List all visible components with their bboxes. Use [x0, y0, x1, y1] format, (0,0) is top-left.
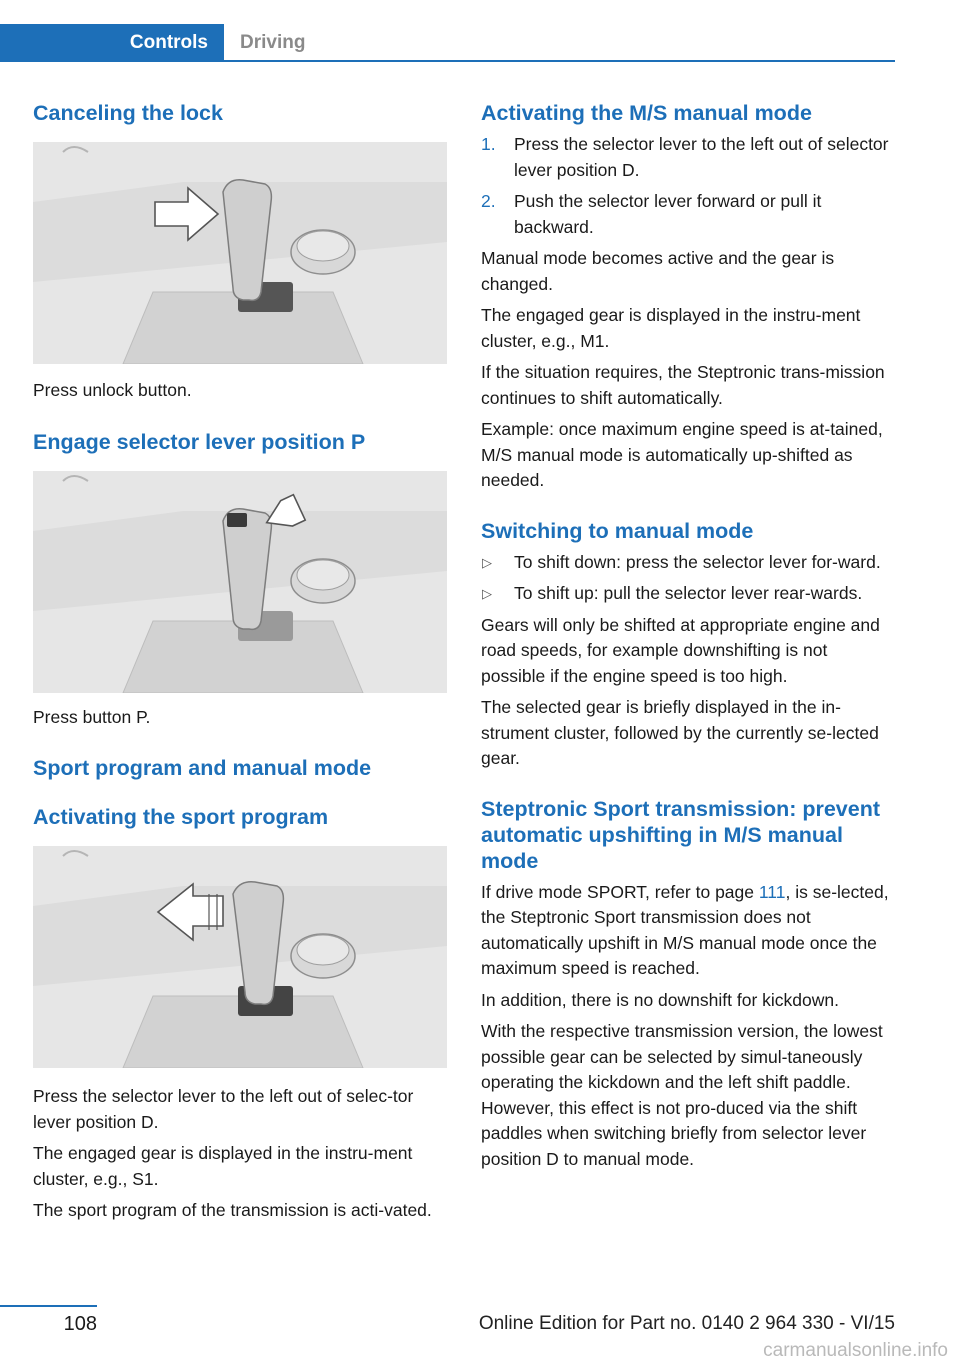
caption-button-p: Press button P. [33, 706, 151, 727]
figure-sport-program [33, 846, 447, 1068]
para-gear-s1: The engaged gear is displayed in the instru‐ment cluster, e.g., S1. [33, 1143, 413, 1189]
heading-steptronic-sport: Steptronic Sport transmission: prevent automatic upshifting in M/S manual mode [481, 796, 881, 873]
heading-sport-manual: Sport program and manual mode [33, 756, 372, 780]
list-item: ▷ To shift down: press the selector lever for‐ward. [481, 550, 895, 576]
bullet-list [481, 550, 895, 607]
triangle-bullet-icon: ▷ [482, 554, 492, 570]
triangle-bullet-icon: ▷ [482, 586, 492, 601]
heading-activating-ms: Activating the M/S manual mode [481, 101, 812, 125]
header-rule [0, 60, 895, 62]
watermark: carmanualsonline.info [763, 1340, 948, 1361]
steps-list [481, 132, 895, 240]
page-number: 108 [63, 1313, 97, 1335]
para-no-kickdown: In addition, there is no downshift for kickdown. [481, 989, 839, 1010]
caption-unlock: Press unlock button. [33, 380, 192, 400]
para-selected-gear: The selected gear is briefly displayed in the in‐strument cluster, followed by the currently se‐lected gear. [481, 697, 879, 768]
list-item: ▷ To shift up: pull the selector lever rear‐wards. [481, 581, 895, 607]
heading-switching-manual: Switching to manual mode [481, 518, 754, 543]
list-item: 2. Push the selector lever forward or pull it backward. [481, 191, 822, 237]
right-column [481, 100, 895, 1172]
heading-engage-p: Engage selector lever position P [33, 429, 366, 454]
page-reference-link[interactable]: 111 [758, 881, 786, 902]
edition-text: Online Edition for Part no. 0140 2 964 330 - VI/15 [478, 1313, 895, 1334]
tab-controls[interactable]: Controls [0, 24, 224, 62]
chapter-tab-bar [0, 24, 895, 62]
heading-activating-sport: Activating the sport program [33, 805, 329, 829]
para-lowest-gear: With the respective transmission version, the lowest possible gear can be selected by simul‐taneously operating the kickdown and the left shift paddle. However, this effect is not pro‐duced via the shift paddles when switching briefly from selector lever position D to manual mode. [481, 1021, 883, 1169]
para-auto-shift: If the situation requires, the Steptronic trans‐mission continues to shift automatically. [481, 362, 885, 408]
para-example: Example: once maximum engine speed is at‐tained, M/S manual mode is automatically up‐shifted as needed. [481, 419, 883, 490]
para-manual-active: Manual mode becomes active and the gear is changed. [481, 248, 835, 294]
list-item: 1. Press the selector lever to the left out of selector lever position D. [481, 134, 889, 180]
para-gear-m1: The engaged gear is displayed in the instru‐ment cluster, e.g., M1. [481, 305, 861, 351]
para-press-left: Press the selector lever to the left out of selec‐tor lever position D. [33, 1086, 414, 1132]
figure-unlock-button [33, 142, 447, 364]
tab-driving[interactable]: Driving [240, 32, 306, 53]
para-sport-activated: The sport program of the transmission is acti‐vated. [33, 1200, 432, 1220]
footer-rule [0, 1305, 97, 1307]
figure-button-p [33, 471, 447, 693]
para-gears-shifted: Gears will only be shifted at appropriate engine and road speeds, for example downshifting is not possible if the engine speed is too high. [481, 614, 880, 686]
heading-canceling-lock: Canceling the lock [33, 101, 223, 125]
para-drive-mode-sport: If drive mode SPORT, refer to page 111, is se‐lected, the Steptronic Sport transmission does not automatically upshift in M/S manual mode once the maximum speed is reached. [481, 881, 889, 978]
left-column [33, 100, 447, 1224]
